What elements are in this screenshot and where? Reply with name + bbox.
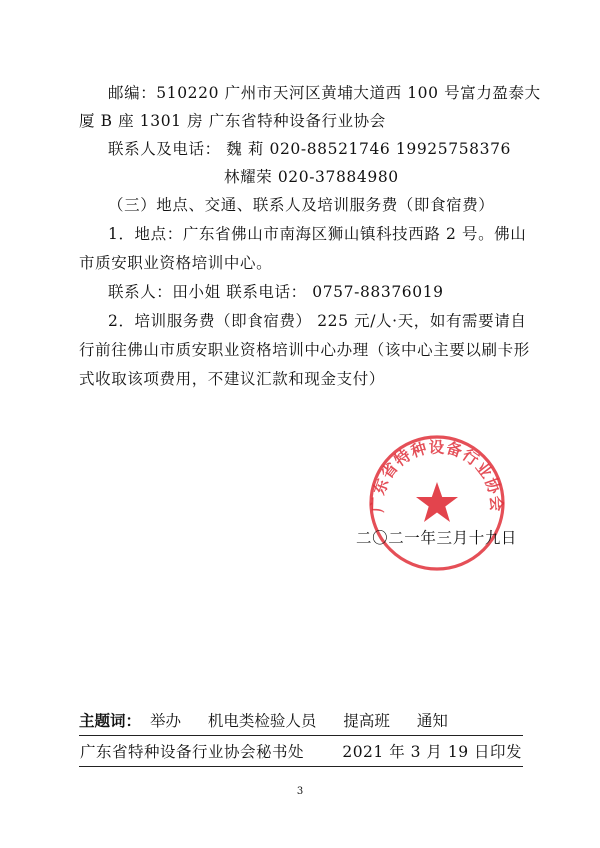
issuer: 广东省特种设备行业协会秘书处	[80, 743, 305, 761]
official-seal	[366, 432, 508, 574]
item-2-line-2: 行前往佛山市质安职业资格培训中心办理（该中心主要以刷卡形	[79, 341, 530, 359]
footer-divider-top	[79, 735, 523, 736]
seal-text: 广东省特种设备行业协会	[368, 438, 506, 513]
postal-address-line-1: 邮编：510220 广州市天河区黄埔大道西 100 号富力盈泰大	[108, 84, 541, 102]
keyword-item: 机电类检验人员	[207, 712, 317, 730]
item-1-line-1: 1．地点：广东省佛山市南海区狮山镇科技西路 2 号。佛山	[108, 225, 527, 243]
keywords-line	[79, 711, 466, 731]
section-3-title: （三）地点、交通、联系人及培训服务费（即食宿费）	[108, 196, 495, 214]
keyword-item: 举办	[149, 712, 181, 730]
postal-address-line-2: 厦 B 座 1301 房 广东省特种设备行业协会	[79, 112, 386, 130]
page-number: 3	[296, 786, 304, 797]
contact-line-2: 林耀荣 020-37884980	[224, 168, 399, 186]
issue-date: 2021 年 3 月 19 日印发	[342, 743, 522, 761]
keywords-label: 主题词：	[79, 712, 142, 730]
item-1-line-2: 市质安职业资格培训中心。	[79, 254, 273, 272]
item-2-line-3: 式收取该项费用，不建议汇款和现金支付）	[79, 370, 385, 388]
document-date: 二〇二一年三月十九日	[356, 529, 518, 547]
footer-divider-bottom	[79, 766, 523, 767]
keyword-item: 通知	[416, 712, 448, 730]
seal-star-icon	[416, 482, 458, 522]
item-2-line-1: 2．培训服务费（即食宿费） 225 元/人·天，如有需要请自	[108, 312, 527, 330]
keyword-item: 提高班	[343, 712, 390, 730]
contact-line-1: 联系人及电话： 魏 莉 020-88521746 19925758376	[108, 140, 512, 158]
item-1-contact: 联系人：田小姐 联系电话： 0757-88376019	[108, 283, 444, 301]
